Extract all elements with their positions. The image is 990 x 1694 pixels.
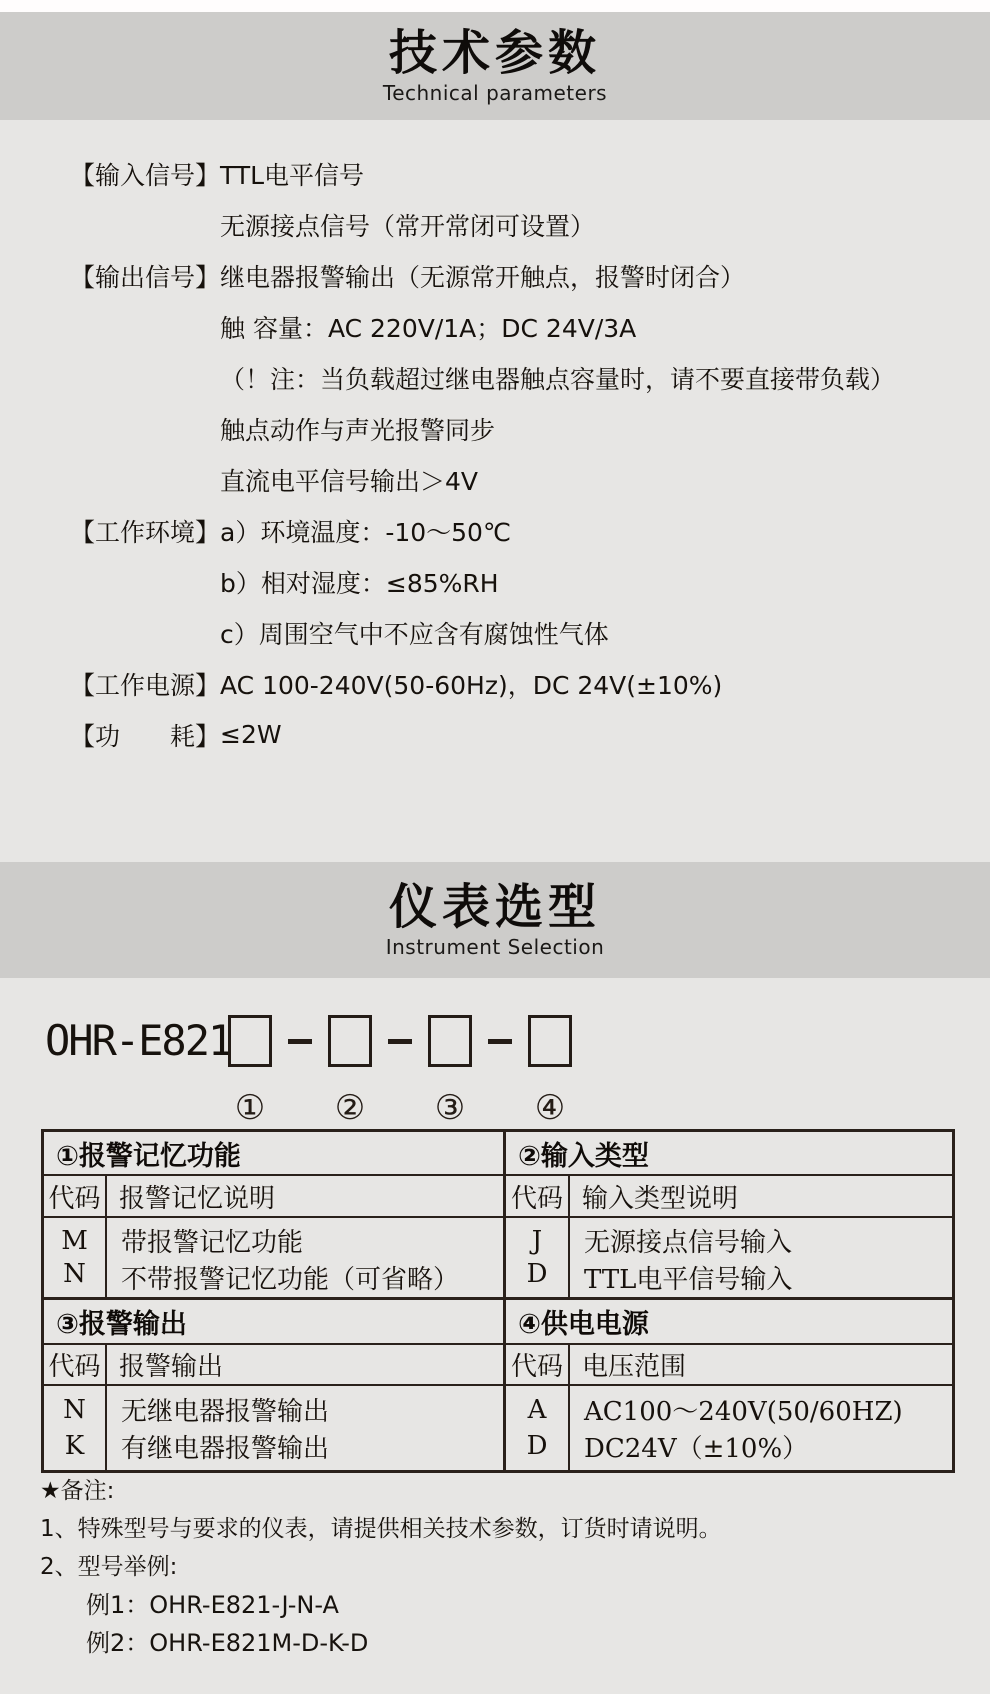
code-description: TTL电平信号输入 — [584, 1265, 793, 1295]
quadrant4-codes — [506, 1386, 570, 1470]
code-description: 有继电器报警输出 — [121, 1434, 330, 1465]
param-label: 【输入信号】 — [70, 160, 221, 190]
param-text: c）周围空气中不应含有腐蚀性气体 — [220, 619, 609, 649]
param-row — [70, 607, 960, 658]
param-row — [70, 301, 960, 352]
param-text: 触点动作与声光报警同步 — [220, 415, 496, 445]
quadrant4-descriptions — [570, 1386, 952, 1470]
quadrant1-code-header: 代码 — [44, 1176, 107, 1218]
param-label: 【工作电源】 — [70, 670, 221, 700]
circle-gap — [372, 1088, 428, 1128]
param-row-power-supply — [70, 658, 960, 709]
param-text: 直流电平信号输出＞4V — [220, 466, 479, 496]
parameter-list — [70, 148, 960, 760]
instrument-selection-title: 仪表选型 — [388, 879, 601, 936]
code-description: 带报警记忆功能 — [121, 1228, 304, 1258]
code-description: DC24V（±10%） — [584, 1434, 809, 1465]
code-value: D — [526, 1430, 548, 1461]
model-example-2: 例2：OHR-E821M-D-K-D — [86, 1629, 369, 1657]
code-value: D — [526, 1259, 548, 1290]
code-description: 无源接点信号输入 — [584, 1228, 793, 1258]
model-slot-3 — [428, 1015, 472, 1067]
model-slot-4 — [528, 1015, 572, 1067]
param-row — [70, 454, 960, 505]
circled-number-1: ① — [234, 1088, 266, 1128]
circled-number-2: ② — [334, 1088, 366, 1128]
quadrant2-title: ②输入类型 — [506, 1132, 952, 1176]
param-label: 【功 耗】 — [70, 721, 221, 751]
remark-item-2: 2、型号举例: — [40, 1554, 178, 1580]
quadrant2-descriptions — [570, 1218, 952, 1300]
quadrant1-title: ①报警记忆功能 — [44, 1132, 506, 1176]
param-row-output-signal — [70, 250, 960, 301]
param-row-power-consumption — [70, 709, 960, 760]
remarks-header: ★备注: — [40, 1478, 115, 1504]
param-row — [70, 199, 960, 250]
code-value: J — [531, 1225, 543, 1256]
code-value: A — [527, 1395, 547, 1426]
model-code-slots — [228, 1012, 572, 1070]
code-description: 无继电器报警输出 — [121, 1396, 330, 1427]
circle-gap — [272, 1088, 328, 1128]
slot-number-labels — [228, 1088, 572, 1128]
param-text: AC 100-240V(50-60Hz)，DC 24V(±10%) — [220, 670, 723, 700]
param-text: （！注：当负载超过继电器触点容量时，请不要直接带负载） — [220, 364, 896, 394]
param-text: 无源接点信号（常开常闭可设置） — [220, 211, 596, 241]
quadrant4-desc-header: 电压范围 — [570, 1345, 952, 1386]
code-description: 不带报警记忆功能（可省略） — [121, 1265, 460, 1295]
param-row — [70, 403, 960, 454]
dash-separator — [288, 1039, 312, 1044]
param-row — [70, 352, 960, 403]
tech-parameters-banner — [0, 12, 990, 120]
tech-parameters-title: 技术参数 — [388, 25, 601, 82]
quadrant2-code-header: 代码 — [506, 1176, 570, 1218]
circled-number-4: ④ — [534, 1088, 566, 1128]
param-text: 触 容量：AC 220V/1A；DC 24V/3A — [220, 313, 637, 343]
model-slot-1 — [228, 1015, 272, 1067]
param-text: b）相对湿度：≤85%RH — [220, 568, 499, 598]
dash-separator — [488, 1039, 512, 1044]
quadrant3-title: ③报警输出 — [44, 1300, 506, 1345]
top-margin-strip — [0, 0, 990, 12]
quadrant2-desc-header: 输入类型说明 — [570, 1176, 952, 1218]
selection-table — [41, 1129, 955, 1473]
param-row-input-signal — [70, 148, 960, 199]
quadrant3-desc-header: 报警输出 — [107, 1345, 506, 1386]
quadrant3-descriptions — [107, 1386, 506, 1470]
quadrant3-codes — [44, 1386, 107, 1470]
code-description: AC100～240V(50/60HZ) — [584, 1396, 903, 1427]
remark-item-1: 1、特殊型号与要求的仪表，请提供相关技术参数，订货时请说明。 — [40, 1516, 722, 1542]
param-row — [70, 556, 960, 607]
instrument-selection-banner — [0, 862, 990, 978]
tech-parameters-subtitle: Technical parameters — [382, 80, 608, 105]
model-example-1: 例1：OHR-E821-J-N-A — [86, 1591, 339, 1619]
code-value: M — [61, 1225, 88, 1256]
instrument-selection-subtitle: Instrument Selection — [385, 934, 605, 959]
code-value: N — [63, 1259, 86, 1290]
quadrant1-desc-header: 报警记忆说明 — [107, 1176, 506, 1218]
param-label: 【工作环境】 — [70, 517, 221, 547]
remarks-section — [40, 1472, 722, 1662]
model-prefix: OHR-E821 — [45, 1016, 232, 1065]
code-value: K — [64, 1430, 85, 1461]
param-text: TTL电平信号 — [220, 160, 365, 190]
code-value: N — [63, 1395, 86, 1426]
quadrant3-code-header: 代码 — [44, 1345, 107, 1386]
quadrant4-code-header: 代码 — [506, 1345, 570, 1386]
circle-gap — [472, 1088, 528, 1128]
param-text: ≤2W — [220, 720, 282, 749]
param-row-work-environment — [70, 505, 960, 556]
quadrant1-descriptions — [107, 1218, 506, 1300]
param-text: 继电器报警输出（无源常开触点，报警时闭合） — [220, 262, 746, 292]
param-label: 【输出信号】 — [70, 262, 221, 292]
circled-number-3: ③ — [434, 1088, 466, 1128]
quadrant4-title: ④供电电源 — [506, 1300, 952, 1345]
quadrant2-codes — [506, 1218, 570, 1300]
param-text: a）环境温度：-10～50℃ — [220, 517, 512, 547]
dash-separator — [388, 1039, 412, 1044]
quadrant1-codes — [44, 1218, 107, 1300]
model-slot-2 — [328, 1015, 372, 1067]
